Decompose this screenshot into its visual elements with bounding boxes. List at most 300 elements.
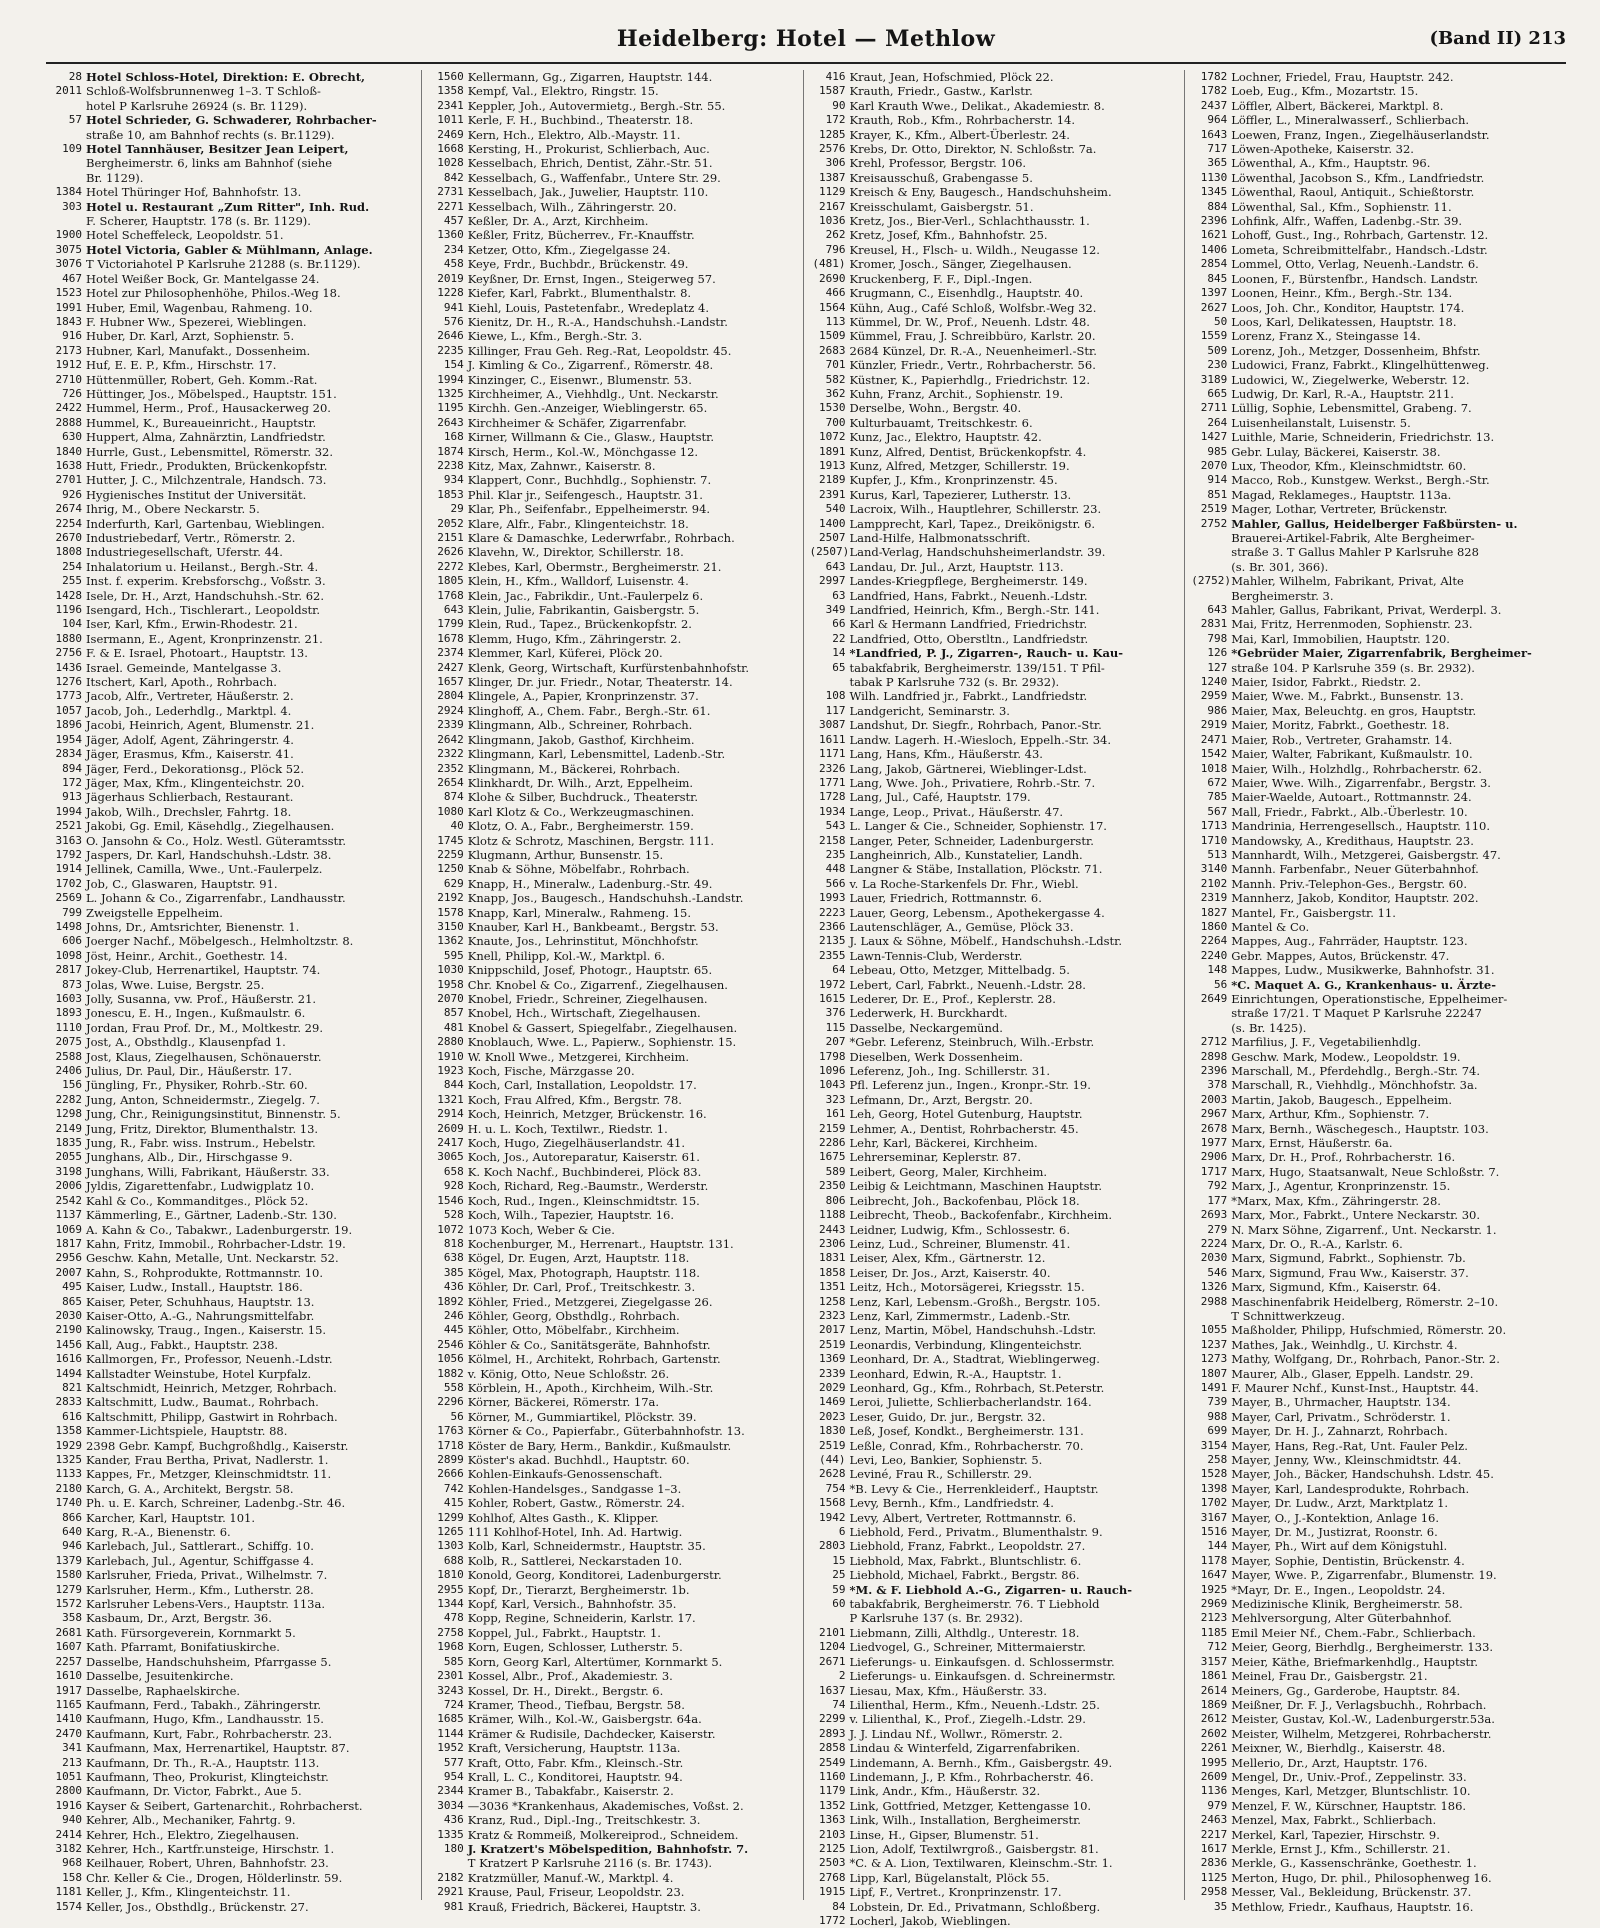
entry-text: Marx, Bernh., Wäschegesch., Hauptstr. 103. bbox=[1231, 1121, 1489, 1136]
entry-text: Kreisch & Eny, Baugesch., Handschuhsheim. bbox=[849, 185, 1112, 200]
entry-text: Klugmann, Arthur, Bunsenstr. 15. bbox=[467, 847, 664, 862]
entry-text: Jonescu, E. H., Ingen., Kußmaulstr. 6. bbox=[86, 1006, 306, 1021]
phone-number: 1072 bbox=[819, 430, 846, 444]
phone-number: 1580 bbox=[55, 1568, 82, 1582]
directory-entry bbox=[810, 387, 1181, 401]
phone-number: 1498 bbox=[55, 919, 82, 933]
directory-entry bbox=[46, 978, 417, 992]
directory-entry bbox=[46, 733, 417, 747]
entry-text: Dasselbe, Handschuhsheim, Pfarrgasse 5. bbox=[86, 1654, 332, 1669]
directory-entry bbox=[1191, 243, 1562, 257]
phone-number: 180 bbox=[443, 1841, 464, 1855]
entry-text: Krehl, Professor, Bergstr. 106. bbox=[849, 156, 1027, 171]
entry-text: Kraut, Jean, Hofschmied, Plöck 22. bbox=[849, 70, 1054, 84]
phone-number: 2055 bbox=[55, 1150, 82, 1164]
entry-text: J. Kratzert's Möbelspedition, Bahnhofstr. 7. bbox=[467, 1841, 749, 1856]
entry-text: Leiser, Dr. Jos., Arzt, Kaiserstr. 40. bbox=[849, 1265, 1051, 1280]
directory-entry bbox=[428, 185, 799, 199]
directory-entry bbox=[46, 1251, 417, 1265]
phone-number: 2103 bbox=[819, 1827, 846, 1841]
directory-entry bbox=[810, 459, 1181, 473]
entry-text: Kaiser, Ludw., Install., Hauptstr. 186. bbox=[86, 1280, 303, 1295]
entry-text: Klinkhardt, Dr. Wilh., Arzt, Eppelheim. bbox=[467, 775, 694, 790]
entry-text: Klingmann, Karl, Lebensmittel, Ladenb.-Str. bbox=[467, 747, 726, 762]
phone-number: 2731 bbox=[437, 185, 464, 199]
directory-entry bbox=[46, 689, 417, 703]
phone-number: 235 bbox=[825, 847, 846, 861]
phone-number: 3167 bbox=[1200, 1510, 1228, 1524]
directory-entry bbox=[46, 862, 417, 876]
phone-number bbox=[810, 675, 850, 689]
entry-text: F. Scherer, Hauptstr. 178 (s. Br. 1129). bbox=[86, 214, 311, 229]
directory-entry bbox=[428, 286, 799, 300]
entry-text: Körner, M., Gummiartikel, Plöckstr. 39. bbox=[467, 1409, 697, 1424]
entry-text: Magad, Reklameges., Hauptstr. 113a. bbox=[1231, 487, 1452, 502]
entry-text: Leibrecht, Theob., Backofenfabr., Kirchheim. bbox=[849, 1208, 1113, 1223]
entry-text: Hubner, Karl, Manufakt., Dossenheim. bbox=[86, 343, 311, 358]
phone-number: 172 bbox=[62, 775, 82, 789]
phone-number: 2959 bbox=[1200, 689, 1228, 703]
entry-text: Leser, Guido, Dr. jur., Bergstr. 32. bbox=[849, 1409, 1046, 1424]
directory-entry bbox=[428, 84, 799, 98]
directory-entry bbox=[1191, 142, 1562, 156]
entry-text: Mannherz, Jakob, Konditor, Hauptstr. 202. bbox=[1231, 891, 1479, 906]
entry-text: Leiser, Alex, Kfm., Gärtnerstr. 12. bbox=[849, 1251, 1046, 1266]
entry-text: Hotel Scheffeleck, Leopoldstr. 51. bbox=[86, 228, 284, 243]
entry-text: Knauber, Karl H., Bankbeamt., Bergstr. 53. bbox=[467, 919, 719, 934]
phone-number bbox=[810, 1611, 850, 1625]
directory-entry bbox=[428, 718, 799, 732]
volume-and-page bbox=[1429, 28, 1566, 49]
phone-number: 3189 bbox=[1200, 372, 1228, 386]
directory-entry bbox=[46, 1842, 417, 1856]
entry-text: Meiners, Gg., Garderobe, Hauptstr. 84. bbox=[1231, 1683, 1461, 1698]
entry-text: Itschert, Karl, Apoth., Rohrbach. bbox=[86, 675, 277, 690]
directory-entry bbox=[810, 661, 1181, 675]
phone-number: 1896 bbox=[55, 718, 82, 732]
directory-entry bbox=[46, 949, 417, 963]
directory-entry bbox=[46, 1381, 417, 1395]
entry-text: Köhler, Otto, Möbelfabr., Kirchheim. bbox=[467, 1323, 680, 1338]
directory-entry bbox=[46, 171, 417, 185]
phone-number: 478 bbox=[443, 1611, 464, 1625]
phone-number: 2654 bbox=[437, 775, 464, 789]
directory-entry bbox=[1191, 545, 1562, 559]
phone-number: 2681 bbox=[55, 1625, 82, 1639]
directory-entry bbox=[1191, 1093, 1562, 1107]
directory-entry bbox=[428, 617, 799, 631]
phone-number: 1030 bbox=[437, 963, 464, 977]
phone-number: 1773 bbox=[55, 689, 82, 703]
phone-number: 818 bbox=[443, 1236, 464, 1250]
entry-text: Leferenz, Joh., Ing. Schillerstr. 31. bbox=[849, 1064, 1051, 1079]
entry-text: Löwen-Apotheke, Kaiserstr. 32. bbox=[1231, 142, 1414, 157]
directory-entry bbox=[1191, 877, 1562, 891]
entry-text: Link, Andr., Kfm., Häußerstr. 32. bbox=[849, 1784, 1041, 1799]
entry-text: Kiehl, Louis, Pastetenfabr., Wredeplatz 4. bbox=[467, 300, 709, 315]
phone-number: 2711 bbox=[1200, 401, 1228, 415]
entry-text: Maßholder, Philipp, Hufschmied, Römerstr. 20. bbox=[1231, 1323, 1507, 1338]
directory-entry bbox=[1191, 978, 1562, 992]
phone-number: 3150 bbox=[437, 919, 464, 933]
directory-entry bbox=[428, 1885, 799, 1899]
directory-column-3 bbox=[809, 70, 1186, 1928]
phone-number: 558 bbox=[443, 1380, 464, 1394]
phone-number: 785 bbox=[1207, 790, 1228, 804]
phone-number: 1994 bbox=[55, 804, 82, 818]
entry-text: Martin, Jakob, Baugesch., Eppelheim. bbox=[1231, 1092, 1453, 1107]
entry-text: Landfried, Hans, Fabrkt., Neuenh.-Ldstr. bbox=[849, 588, 1088, 603]
phone-number: 724 bbox=[443, 1697, 464, 1711]
directory-entry bbox=[810, 1381, 1181, 1395]
phone-number: 712 bbox=[1207, 1640, 1228, 1654]
directory-entry bbox=[428, 171, 799, 185]
directory-entry bbox=[810, 84, 1181, 98]
phone-number: 2235 bbox=[437, 343, 464, 357]
directory-entry bbox=[428, 1842, 799, 1856]
directory-entry bbox=[1191, 689, 1562, 703]
directory-entry bbox=[46, 1539, 417, 1553]
entry-text: Joerger Nachf., Möbelgesch., Helmholtzstr. 8. bbox=[86, 934, 354, 949]
directory-entry bbox=[428, 99, 799, 113]
phone-number: 1782 bbox=[1200, 84, 1228, 98]
entry-text: Kurus, Karl, Tapezierer, Lutherstr. 13. bbox=[849, 487, 1072, 502]
entry-text: Kahn, Fritz, Immobil., Rohrbacher-Ldstr. 19. bbox=[86, 1236, 346, 1251]
directory-entry bbox=[1191, 416, 1562, 430]
phone-number: 1352 bbox=[819, 1798, 846, 1812]
phone-number: 3243 bbox=[437, 1683, 464, 1697]
phone-number: 2602 bbox=[1200, 1726, 1228, 1740]
phone-number: 1840 bbox=[55, 444, 82, 458]
directory-entry bbox=[428, 646, 799, 660]
entry-text: Mathy, Wolfgang, Dr., Rohrbach, Panor.-Str. 2. bbox=[1231, 1352, 1500, 1367]
directory-entry bbox=[1191, 1035, 1562, 1049]
directory-entry bbox=[46, 459, 417, 473]
phone-number: 1914 bbox=[55, 862, 82, 876]
directory-entry bbox=[428, 1223, 799, 1237]
directory-entry bbox=[46, 1770, 417, 1784]
directory-entry bbox=[1191, 1698, 1562, 1712]
phone-number: 1874 bbox=[437, 444, 464, 458]
phone-number: 158 bbox=[62, 1870, 82, 1884]
directory-entry bbox=[428, 733, 799, 747]
entry-text: Kirsch, Herm., Kol.-W., Mönchgasse 12. bbox=[467, 444, 699, 459]
directory-entry bbox=[46, 1640, 417, 1654]
entry-text: Klinger, Dr. jur. Friedr., Notar, Theaterstr. 14. bbox=[467, 675, 733, 690]
entry-text: Kochenburger, M., Herrenart., Hauptstr. 131. bbox=[467, 1236, 734, 1251]
directory-entry bbox=[810, 315, 1181, 329]
phone-number: 2339 bbox=[437, 718, 464, 732]
phone-number: 3198 bbox=[55, 1164, 82, 1178]
directory-entry bbox=[428, 1626, 799, 1640]
directory-entry bbox=[1191, 733, 1562, 747]
entry-text: Köster's akad. Buchhdl., Hauptstr. 60. bbox=[467, 1453, 690, 1467]
entry-text: Dasselbe, Neckargemünd. bbox=[849, 1020, 1003, 1035]
entry-text: F. Hubner Ww., Spezerei, Wieblingen. bbox=[86, 314, 307, 329]
directory-entry bbox=[810, 1611, 1181, 1625]
directory-entry bbox=[810, 1482, 1181, 1496]
entry-text: Luithle, Marie, Schneiderin, Friedrichstr. 13. bbox=[1231, 430, 1495, 445]
directory-entry bbox=[428, 545, 799, 559]
directory-entry bbox=[810, 704, 1181, 718]
phone-number: 279 bbox=[1207, 1222, 1228, 1236]
phone-number: 115 bbox=[825, 1020, 846, 1034]
phone-number: 643 bbox=[825, 559, 846, 573]
phone-number: 2257 bbox=[55, 1654, 82, 1668]
entry-text: Leonardis, Verbindung, Klingenteichstr. bbox=[849, 1337, 1083, 1352]
entry-text: Kramer B., Tabakfabr., Kaiserstr. 2. bbox=[467, 1784, 674, 1799]
entry-text: Loos, Karl, Delikatessen, Hauptstr. 18. bbox=[1231, 314, 1457, 329]
directory-entry bbox=[46, 560, 417, 574]
phone-number: 2588 bbox=[55, 1049, 82, 1063]
entry-text: Lautenschläger, A., Gemüse, Plöck 33. bbox=[849, 919, 1074, 934]
entry-text: Wilh. Landfried jr., Fabrkt., Landfriedstr. bbox=[849, 689, 1088, 704]
phone-number: 1516 bbox=[1200, 1525, 1228, 1539]
entry-text: Krauß, Friedrich, Bäckerei, Hauptstr. 3. bbox=[467, 1899, 701, 1914]
phone-number: 2271 bbox=[437, 199, 464, 213]
directory-entry bbox=[1191, 560, 1562, 574]
phone-number: 1923 bbox=[437, 1064, 464, 1078]
directory-entry bbox=[46, 214, 417, 228]
phone-number: 1279 bbox=[55, 1582, 82, 1596]
phone-number: 914 bbox=[1207, 473, 1228, 487]
phone-number: 913 bbox=[62, 790, 82, 804]
entry-text: Karlebach, Jul., Agentur, Schiffgasse 4. bbox=[86, 1553, 314, 1568]
entry-text: Israel. Gemeinde, Mantelgasse 3. bbox=[86, 660, 282, 675]
entry-text: Hotel Weißer Bock, Gr. Mantelgasse 24. bbox=[86, 271, 320, 286]
entry-text: Keller, J., Kfm., Klingenteichstr. 11. bbox=[86, 1885, 291, 1900]
phone-number bbox=[1191, 545, 1231, 559]
directory-entry bbox=[1191, 517, 1562, 531]
entry-text: Kossel, Albr., Prof., Akademiestr. 3. bbox=[467, 1669, 673, 1684]
entry-text: Koch, Frau Alfred, Kfm., Bergstr. 78. bbox=[467, 1092, 682, 1107]
directory-entry bbox=[428, 272, 799, 286]
phone-number: 2914 bbox=[437, 1107, 464, 1121]
entry-text: Hotel Victoria, Gabler & Mühlmann, Anlage. bbox=[86, 242, 373, 257]
entry-text: Karlsruher Lebens-Vers., Hauptstr. 113a. bbox=[86, 1597, 325, 1612]
directory-entry bbox=[46, 1237, 417, 1251]
entry-text: Mantel & Co. bbox=[1231, 919, 1310, 934]
entry-text: Keilhauer, Robert, Uhren, Bahnhofstr. 23. bbox=[86, 1856, 329, 1871]
directory-entry bbox=[46, 1280, 417, 1294]
phone-number: 104 bbox=[62, 617, 82, 631]
directory-entry bbox=[810, 1828, 1181, 1842]
phone-number: 2549 bbox=[819, 1755, 846, 1769]
directory-entry bbox=[46, 661, 417, 675]
entry-text: Köhler, Dr. Carl, Prof., Treitschkestr. 3. bbox=[467, 1280, 696, 1295]
directory-entry bbox=[46, 387, 417, 401]
directory-entry bbox=[428, 891, 799, 905]
phone-number: 1325 bbox=[55, 1453, 82, 1466]
directory-entry bbox=[810, 1568, 1181, 1582]
phone-number: 2546 bbox=[437, 1337, 464, 1351]
entry-text: straße 3. T Gallus Mahler P Karlsruhe 828 bbox=[1231, 545, 1479, 560]
phone-number: 866 bbox=[62, 1510, 82, 1524]
directory-entry bbox=[1191, 1050, 1562, 1064]
entry-text: Marfilius, J. F., Vegetabilienhdlg. bbox=[1231, 1035, 1421, 1050]
phone-number: 1638 bbox=[55, 458, 82, 472]
directory-entry bbox=[428, 1352, 799, 1366]
entry-text: Maier, Walter, Fabrikant, Kußmaulstr. 10. bbox=[1231, 747, 1473, 762]
entry-text: Lorenz, Franz X., Steingasse 14. bbox=[1231, 329, 1421, 344]
directory-entry bbox=[1191, 488, 1562, 502]
directory-entry bbox=[1191, 1597, 1562, 1611]
entry-text: Kaufmann, Ferd., Tabakh., Zähringerstr. bbox=[86, 1697, 322, 1712]
directory-entry bbox=[428, 1266, 799, 1280]
directory-entry bbox=[46, 1107, 417, 1121]
phone-number: 349 bbox=[825, 603, 846, 617]
directory-entry bbox=[428, 1150, 799, 1164]
entry-text: Marx, J., Agentur, Kronprinzenstr. 15. bbox=[1231, 1179, 1451, 1194]
entry-text: Klotz & Schrotz, Maschinen, Bergstr. 111. bbox=[467, 833, 715, 848]
entry-text: *C. & A. Lion, Textilwaren, Kleinschm.-Str. 1. bbox=[849, 1856, 1113, 1871]
entry-text: Ludowici, Franz, Fabrkt., Klingelhüttenweg. bbox=[1231, 358, 1490, 373]
phone-number: 1745 bbox=[437, 833, 464, 847]
directory-entry bbox=[810, 185, 1181, 199]
directory-entry bbox=[1191, 1223, 1562, 1237]
entry-text: *Mayr, Dr. E., Ingen., Leopoldstr. 24. bbox=[1231, 1582, 1446, 1597]
entry-text: Chr. Knobel & Co., Zigarrenf., Ziegelhausen. bbox=[467, 977, 728, 992]
entry-text: Kirchheimer, A., Viehhdlg., Unt. Neckarstr. bbox=[467, 386, 719, 401]
directory-entry bbox=[1191, 473, 1562, 487]
directory-entry bbox=[46, 1655, 417, 1669]
entry-text: Lindau & Winterfeld, Zigarrenfabriken. bbox=[849, 1741, 1081, 1756]
entry-text: 1073 Koch, Weber & Cie. bbox=[467, 1222, 615, 1237]
phone-number: 2029 bbox=[819, 1380, 846, 1394]
entry-text: Krugmann, C., Eisenhdlg., Hauptstr. 40. bbox=[849, 286, 1084, 301]
phone-number: 1360 bbox=[437, 228, 464, 242]
directory-entry bbox=[428, 459, 799, 473]
phone-number: 894 bbox=[62, 761, 82, 775]
entry-text: Klar, Ph., Seifenfabr., Eppelheimerstr. 94. bbox=[467, 502, 711, 517]
phone-number: 1805 bbox=[437, 574, 464, 588]
entry-text: Kranz, Rud., Dipl.-Ing., Treitschkestr. 3. bbox=[467, 1813, 701, 1828]
phone-number: 3034 bbox=[437, 1798, 464, 1812]
phone-number: 1740 bbox=[55, 1496, 82, 1510]
entry-text: Kehrer, Hch., Kartfr.unsteige, Hirschstr. 1. bbox=[86, 1841, 335, 1856]
phone-number: 303 bbox=[62, 199, 82, 213]
phone-number: 2030 bbox=[55, 1308, 82, 1322]
directory-entry bbox=[46, 315, 417, 329]
phone-number: 2238 bbox=[437, 458, 464, 472]
entry-text: Kohlen-Handelsges., Sandgasse 1–3. bbox=[467, 1481, 682, 1496]
directory-entry bbox=[810, 877, 1181, 891]
phone-number: 2880 bbox=[437, 1035, 464, 1049]
directory-entry bbox=[46, 790, 417, 804]
directory-entry bbox=[428, 1208, 799, 1222]
entry-text: Kerle, F. H., Buchbind., Theaterstr. 18. bbox=[467, 113, 694, 128]
phone-number: 1056 bbox=[437, 1352, 464, 1366]
entry-text: Geschw. Kahn, Metalle, Unt. Neckarstr. 52. bbox=[86, 1251, 339, 1266]
directory-entry bbox=[810, 416, 1181, 430]
entry-text: Künzler, Friedr., Vertr., Rohrbacherstr. 56. bbox=[849, 358, 1096, 373]
phone-number: 2542 bbox=[55, 1193, 82, 1207]
entry-text: Koch, Carl, Installation, Leopoldstr. 17. bbox=[467, 1078, 697, 1093]
directory-entry bbox=[1191, 776, 1562, 790]
phone-number: 1273 bbox=[1200, 1352, 1228, 1366]
directory-entry bbox=[46, 1295, 417, 1309]
directory-entry bbox=[46, 1828, 417, 1842]
entry-text: Maier-Waelde, Autoart., Rottmannstr. 24. bbox=[1231, 790, 1472, 805]
entry-text: Loonen, F., Bürstenfbr., Handsch. Landstr. bbox=[1231, 271, 1479, 286]
entry-text: Köster de Bary, Herm., Bankdir., Kußmaulstr. bbox=[467, 1438, 732, 1453]
entry-text: Dieselben, Werk Dossenheim. bbox=[849, 1049, 1023, 1064]
phone-number: 1528 bbox=[1200, 1467, 1228, 1481]
phone-number bbox=[46, 99, 86, 113]
phone-number: 595 bbox=[443, 948, 464, 962]
phone-number: 56 bbox=[1214, 977, 1228, 991]
entry-text: Mandrinia, Herrengesellsch., Hauptstr. 110. bbox=[1231, 819, 1491, 834]
phone-number: 2969 bbox=[1200, 1597, 1228, 1611]
entry-text: Maurer, Alb., Glaser, Eppelh. Landstr. 29. bbox=[1231, 1366, 1474, 1381]
phone-number: 1831 bbox=[819, 1251, 846, 1265]
phone-number: 630 bbox=[62, 430, 82, 444]
directory-entry bbox=[46, 1266, 417, 1280]
directory-entry bbox=[1191, 1021, 1562, 1035]
phone-number: 1853 bbox=[437, 487, 464, 501]
directory-entry bbox=[428, 1640, 799, 1654]
directory-entry bbox=[428, 1828, 799, 1842]
directory-entry bbox=[810, 1150, 1181, 1164]
entry-text: N. Marx Söhne, Zigarrenf., Unt. Neckarstr. 1. bbox=[1231, 1222, 1497, 1237]
entry-text: Mengel, Dr., Univ.-Prof., Zeppelinstr. 33. bbox=[1231, 1769, 1467, 1784]
directory-entry bbox=[428, 1338, 799, 1352]
directory-entry bbox=[46, 358, 417, 372]
phone-number: 1036 bbox=[819, 214, 846, 228]
entry-text: Leh, Georg, Hotel Gutenburg, Hauptstr. bbox=[849, 1107, 1083, 1122]
phone-number: 2893 bbox=[819, 1726, 846, 1740]
directory-entry bbox=[46, 1871, 417, 1885]
directory-entry bbox=[46, 1208, 417, 1222]
entry-text: Kall, Aug., Fabkt., Hauptstr. 238. bbox=[86, 1337, 279, 1352]
entry-text: Kögel, Max, Photograph, Hauptstr. 118. bbox=[467, 1265, 700, 1280]
phone-number: 1491 bbox=[1200, 1380, 1228, 1394]
phone-number: 1028 bbox=[437, 156, 464, 170]
entry-text: Marx, Hugo, Staatsanwalt, Neue Schloßstr. 7. bbox=[1231, 1164, 1500, 1179]
phone-number: 1369 bbox=[819, 1352, 846, 1366]
directory-entry bbox=[1191, 891, 1562, 905]
directory-entry bbox=[810, 1064, 1181, 1078]
directory-entry bbox=[428, 142, 799, 156]
entry-text: *C. Maquet A. G., Krankenhaus- u. Ärzte- bbox=[1231, 977, 1497, 992]
phone-number: 1018 bbox=[1200, 761, 1228, 775]
phone-number: 2683 bbox=[819, 343, 846, 357]
entry-text: Klein, Julie, Fabrikantin, Gaisbergstr. 5. bbox=[467, 603, 700, 618]
entry-text: J. Laux & Söhne, Möbelf., Handschuhsh.-Ldstr. bbox=[849, 934, 1123, 949]
entry-text: Kreusel, H., Flsch- u. Wildh., Neugasse 12. bbox=[849, 242, 1100, 257]
entry-text: Klingmann, Alb., Schreiner, Rohrbach. bbox=[467, 718, 693, 733]
entry-text: Lang, Hans, Kfm., Häußerstr. 43. bbox=[849, 747, 1043, 762]
phone-number: 3163 bbox=[55, 833, 82, 847]
entry-text: Land-Hilfe, Halbmonatsschrift. bbox=[849, 531, 1031, 545]
phone-number: 2628 bbox=[819, 1467, 846, 1481]
directory-entry bbox=[46, 574, 417, 588]
entry-text: Hotel Thüringer Hof, Bahnhofstr. 13. bbox=[86, 185, 302, 200]
directory-entry bbox=[46, 1813, 417, 1827]
entry-text: Iser, Karl, Kfm., Erwin-Rhodestr. 21. bbox=[86, 617, 298, 632]
phone-number: 358 bbox=[62, 1611, 82, 1625]
entry-text: Hüttenmüller, Robert, Geh. Komm.-Rat. bbox=[86, 372, 318, 387]
entry-text: Knobel & Gassert, Spiegelfabr., Ziegelhausen. bbox=[467, 1020, 738, 1035]
entry-text: Lilienthal, Herm., Kfm., Neuenh.-Ldstr. 25. bbox=[849, 1697, 1100, 1712]
entry-text: Mannh. Farbenfabr., Neuer Güterbahnhof. bbox=[1231, 862, 1479, 877]
entry-text: Krebs, Dr. Otto, Direktor, N. Schloßstr. 7a. bbox=[849, 142, 1097, 157]
directory-entry bbox=[810, 1251, 1181, 1265]
phone-number: 1560 bbox=[437, 70, 464, 83]
phone-number: 1325 bbox=[437, 386, 464, 400]
directory-entry bbox=[46, 373, 417, 387]
entry-text: Lauer, Georg, Lebensm., Apothekergasse 4. bbox=[849, 905, 1105, 920]
